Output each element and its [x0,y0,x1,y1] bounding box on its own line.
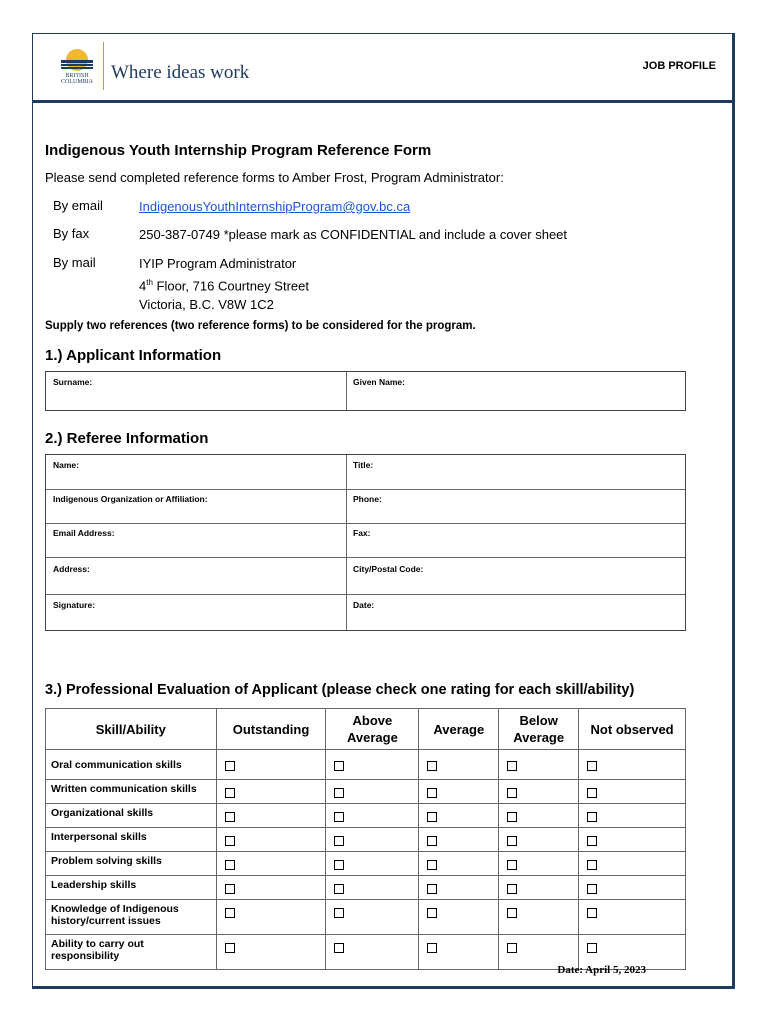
rating-cell [326,876,419,900]
rating-cell [419,804,499,828]
col-above-average: Above Average [326,709,419,750]
rating-checkbox[interactable] [225,812,235,822]
rating-checkbox[interactable] [507,884,517,894]
bc-logo-icon [53,40,101,90]
rating-cell [326,852,419,876]
applicant-grid [45,371,686,411]
rating-checkbox[interactable] [427,908,437,918]
email-link[interactable]: IndigenousYouthInternshipProgram@gov.bc.ca [139,199,411,214]
svg-text:BRITISH: BRITISH [65,73,89,79]
skill-label: Oral communication skills [46,750,217,780]
rating-checkbox[interactable] [587,836,597,846]
rating-checkbox[interactable] [225,860,235,870]
skill-row [46,852,686,876]
rating-checkbox[interactable] [587,860,597,870]
rating-checkbox[interactable] [334,908,344,918]
referee-phone-field[interactable]: Phone: [353,494,382,504]
rating-cell [216,876,326,900]
rating-cell [419,828,499,852]
rating-cell [419,900,499,935]
rating-cell [419,876,499,900]
rating-cell [326,828,419,852]
method-fax-value: 250-387-0749 *please mark as CONFIDENTIAL and include a cover sheet [139,227,568,242]
skill-label: Knowledge of Indigenous history/current issues [46,900,217,935]
rating-cell [216,828,326,852]
rating-checkbox[interactable] [427,812,437,822]
evaluation-heading: 3.) Professional Evaluation of Applicant (please check one rating for each skill/ability) [45,682,635,698]
rating-checkbox[interactable] [427,860,437,870]
rating-checkbox[interactable] [587,788,597,798]
applicant-heading: 1.) Applicant Information [45,347,222,364]
method-mail-value [139,254,309,314]
rating-cell [419,750,499,780]
rating-checkbox[interactable] [587,884,597,894]
rating-checkbox[interactable] [507,812,517,822]
rating-checkbox[interactable] [427,943,437,953]
rating-checkbox[interactable] [507,908,517,918]
rating-checkbox[interactable] [225,884,235,894]
rating-cell [579,876,686,900]
method-email-label: By email [53,198,103,213]
rating-cell [216,900,326,935]
rating-cell [326,780,419,804]
col-below-average: Below Average [499,709,579,750]
referee-city-postal-field[interactable]: City/Postal Code: [353,564,424,574]
rating-checkbox[interactable] [587,943,597,953]
rating-checkbox[interactable] [587,908,597,918]
rating-cell [216,804,326,828]
rating-checkbox[interactable] [507,836,517,846]
rating-cell [216,750,326,780]
rating-cell [579,804,686,828]
rating-cell [499,828,579,852]
skill-row [46,780,686,804]
rating-checkbox[interactable] [587,761,597,771]
mail-line-1: IYIP Program Administrator [139,256,297,271]
svg-text:COLUMBIA: COLUMBIA [60,79,94,85]
rating-checkbox[interactable] [507,788,517,798]
document-page [32,33,735,989]
rating-checkbox[interactable] [334,788,344,798]
referee-title-field[interactable]: Title: [353,460,374,470]
rating-cell [419,780,499,804]
referee-name-field[interactable]: Name: [53,460,79,470]
rating-cell [326,750,419,780]
rating-cell [579,780,686,804]
referee-heading: 2.) Referee Information [45,430,209,447]
rating-checkbox[interactable] [427,761,437,771]
method-fax-label: By fax [53,226,90,241]
rating-checkbox[interactable] [334,761,344,771]
rating-cell [326,804,419,828]
rating-cell [216,935,326,970]
rating-checkbox[interactable] [507,943,517,953]
rating-checkbox[interactable] [427,884,437,894]
skill-label: Problem solving skills [46,852,217,876]
referee-fax-field[interactable]: Fax: [353,528,371,538]
rating-cell [419,935,499,970]
skill-row [46,750,686,780]
rating-checkbox[interactable] [225,761,235,771]
skill-row [46,828,686,852]
skill-label: Organizational skills [46,804,217,828]
skill-label: Leadership skills [46,876,217,900]
method-email-value[interactable] [139,197,410,216]
rating-cell [216,780,326,804]
rating-checkbox[interactable] [334,943,344,953]
referee-grid [45,454,686,631]
rating-checkbox[interactable] [587,812,597,822]
referee-address-field[interactable]: Address: [53,564,90,574]
rating-cell [326,935,419,970]
rating-cell [499,804,579,828]
mail-line-3: Victoria, B.C. V8W 1C2 [139,297,274,313]
surname-field[interactable]: Surname: [53,377,93,387]
rating-cell [499,780,579,804]
rating-cell [216,852,326,876]
rating-checkbox[interactable] [334,836,344,846]
rating-checkbox[interactable] [225,788,235,798]
rating-checkbox[interactable] [427,788,437,798]
skill-row [46,900,686,935]
form-intro: Please send completed reference forms to Amber Frost, Program Administrator: [45,170,504,185]
mail-line-2: 4th Floor, 716 Courtney Street [139,278,309,294]
skill-label: Written communication skills [46,780,217,804]
referee-email-field[interactable]: Email Address: [53,528,115,538]
col-outstanding: Outstanding [216,709,326,750]
given-name-field[interactable]: Given Name: [353,377,405,387]
rating-cell [499,876,579,900]
skill-label: Ability to carry out responsibility [46,935,217,970]
rating-checkbox[interactable] [225,943,235,953]
skill-row [46,876,686,900]
skill-row [46,804,686,828]
method-mail-label: By mail [53,255,96,270]
supply-note: Supply two references (two reference forms) to be considered for the program. [45,320,476,332]
rating-cell [499,900,579,935]
referee-date-field[interactable]: Date: [353,600,375,610]
rating-cell [579,750,686,780]
doc-type-label: JOB PROFILE [642,60,716,72]
rating-checkbox[interactable] [427,836,437,846]
skill-label: Interpersonal skills [46,828,217,852]
rating-checkbox[interactable] [225,836,235,846]
rating-cell [326,900,419,935]
col-skill: Skill/Ability [46,709,217,750]
footer-date: Date: April 5, 2023 [557,964,646,976]
page-header [33,34,732,103]
evaluation-table [45,708,686,970]
rating-cell [499,750,579,780]
rating-cell [419,852,499,876]
rating-cell [579,852,686,876]
logo-divider [103,42,104,90]
rating-cell [579,900,686,935]
form-title: Indigenous Youth Internship Program Reference Form [45,142,432,159]
referee-signature-field[interactable]: Signature: [53,600,96,610]
col-average: Average [419,709,499,750]
rating-checkbox[interactable] [507,860,517,870]
rating-checkbox[interactable] [507,761,517,771]
rating-cell [579,828,686,852]
rating-checkbox[interactable] [334,812,344,822]
referee-organization-field[interactable]: Indigenous Organization or Affiliation: [53,494,208,504]
rating-checkbox[interactable] [334,860,344,870]
col-not-observed: Not observed [579,709,686,750]
rating-cell [499,852,579,876]
rating-checkbox[interactable] [334,884,344,894]
tagline: Where ideas work [111,62,250,83]
rating-checkbox[interactable] [225,908,235,918]
